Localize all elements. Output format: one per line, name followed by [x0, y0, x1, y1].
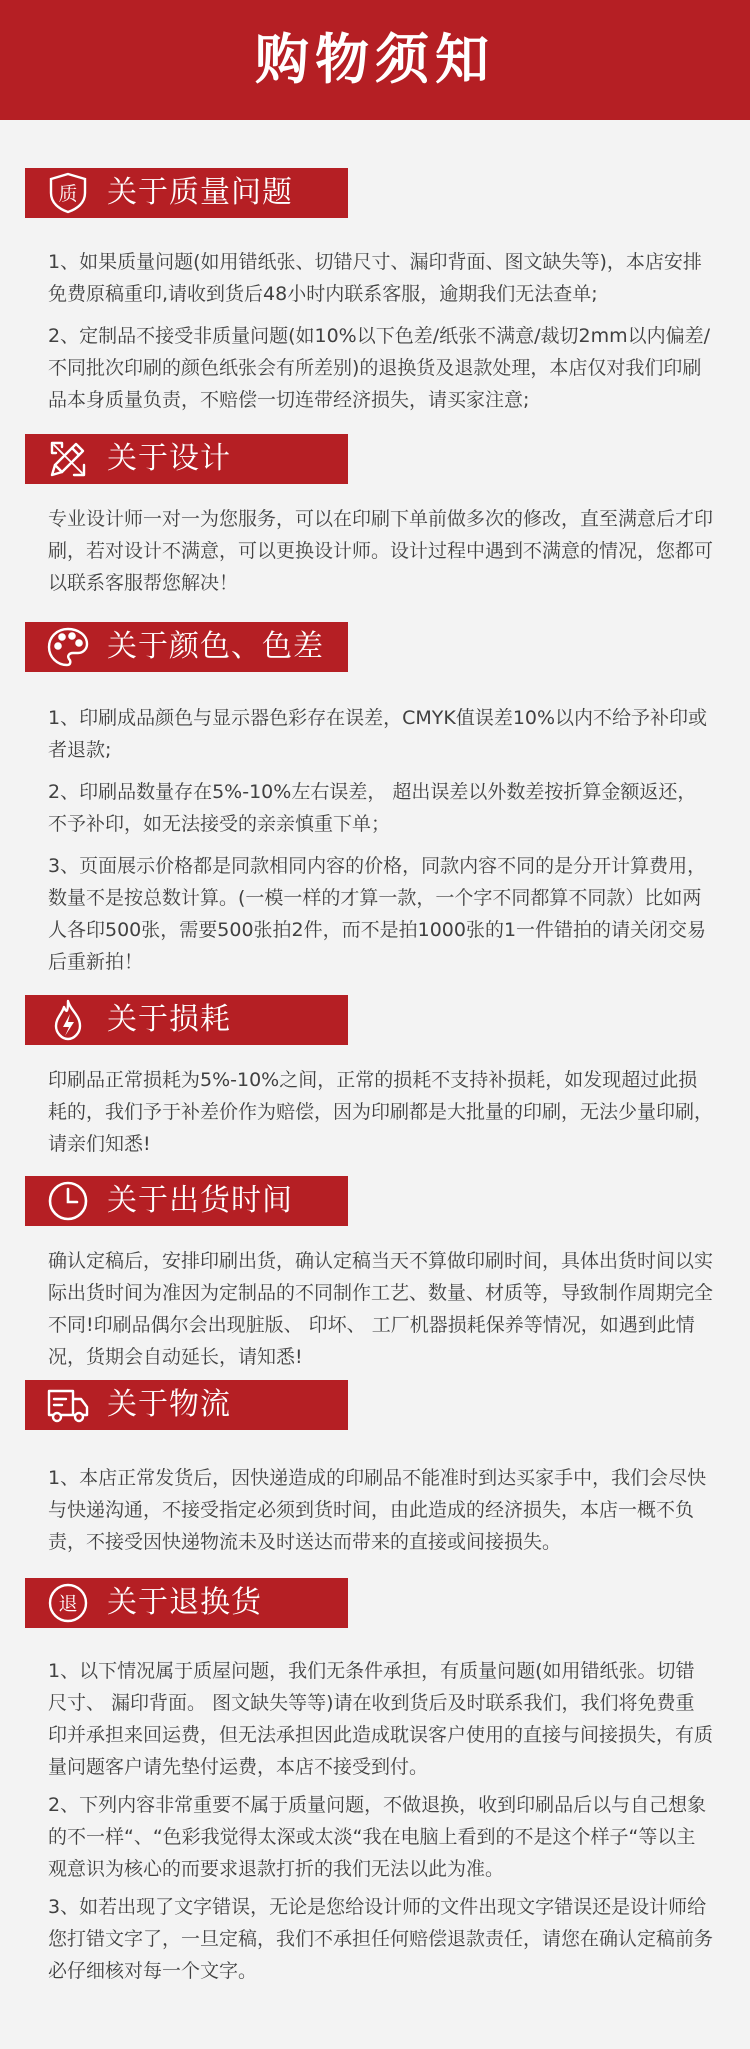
section-header-shipping-time	[25, 1176, 348, 1226]
section-header-loss	[25, 995, 348, 1045]
quality-badge-icon	[45, 170, 91, 216]
design-tools-icon	[45, 436, 91, 482]
section-header-color	[25, 622, 348, 672]
section-title: 关于质量问题	[107, 175, 293, 210]
returns-paragraph-1: 1、以下情况属于质屋问题，我们无条件承担，有质量问题(如用错纸张。切错尺寸、 漏印背面。 图文缺失等等)请在收到货后及时联系我们，我们将免费重印并承担来回运费，但无法承担因此造成耽误客户使用的直接与间接损失，有质量问题客户请先垫付运费，本店不接受到付。	[48, 1660, 714, 1778]
design-paragraph-1: 专业设计师一对一为您服务，可以在印刷下单前做多次的修改，直至满意后才印刷，若对设计不满意，可以更换设计师。设计过程中遇到不满意的情况，您都可以联系客服帮您解决！	[48, 508, 714, 594]
palette-icon	[45, 624, 91, 670]
clock-icon	[45, 1178, 91, 1224]
logistics-paragraph-1: 1、本店正常发货后，因快递造成的印刷品不能准时到达买家手中，我们会尽快与快递沟通，不接受指定必须到货时间，由此造成的经济损失，本店一概不负责，不接受因快递物流未及时送达而带来的直接或间接损失。	[48, 1467, 707, 1553]
section-title: 关于退换货	[107, 1585, 262, 1620]
color-paragraph-3: 3、页面展示价格都是同款相同内容的价格，同款内容不同的是分开计算费用，数量不是按总数计算。(一模一样的才算一款，一个字不同都算不同款）比如两人各印500张，需要500张拍2件，而不是拍1000张的1一件错拍的请关闭交易后重新拍！	[48, 855, 707, 973]
section-title: 关于设计	[107, 441, 231, 476]
quality-paragraph-1: 1、如果质量问题(如用错纸张、切错尺寸、漏印背面、图文缺失等)，本店安排免费原稿重印,请收到货后48小时内联系客服，逾期我们无法查单;	[48, 251, 702, 305]
return-badge-icon	[45, 1580, 91, 1626]
section-header-design	[25, 434, 348, 484]
flame-icon	[45, 997, 91, 1043]
shipping-time-paragraph-1: 确认定稿后，安排印刷出货，确认定稿当天不算做印刷时间，具体出货时间以实际出货时间为准因为定制品的不同制作工艺、数量、材质等，导致制作周期完全不同!印刷品偶尔会出现脏版、 印坏、 工厂机器损耗保养等情况，如遇到此情况，货期会自动延长，请知悉!	[48, 1250, 714, 1368]
section-title: 关于颜色、色差	[107, 629, 324, 664]
truck-icon	[45, 1382, 91, 1428]
section-header-returns	[25, 1578, 348, 1628]
returns-paragraph-3: 3、如若出现了文字错误，无论是您给设计师的文件出现文字错误还是设计师给您打错文字了，一旦定稿，我们不承担任何赔偿退款责任，请您在确认定稿前务必仔细核对每一个文字。	[48, 1896, 714, 1982]
loss-paragraph-1: 印刷品正常损耗为5%-10%之间，正常的损耗不支持补损耗，如发现超过此损耗的，我们予于补差价作为赔偿，因为印刷都是大批量的印刷，无法少量印刷，请亲们知悉!	[48, 1069, 714, 1155]
svg-text:质: 质	[58, 183, 78, 205]
section-header-quality	[25, 168, 348, 218]
header-banner	[0, 0, 750, 120]
section-title: 关于出货时间	[107, 1183, 293, 1218]
page-title: 购物须知	[255, 28, 495, 91]
section-title: 关于物流	[107, 1387, 231, 1422]
color-paragraph-2: 2、印刷品数量存在5%-10%左右误差， 超出误差以外数差按折算金额返还，不予补印，如无法接受的亲亲慎重下单；	[48, 781, 697, 835]
quality-paragraph-2: 2、定制品不接受非质量问题(如10%以下色差/纸张不满意/裁切2mm以内偏差/不同批次印刷的颜色纸张会有所差别)的退换货及退款处理，本店仅对我们印刷品本身质量负责，不赔偿一切连带经济损失，请买家注意;	[48, 325, 711, 411]
svg-text:退: 退	[58, 1593, 78, 1615]
color-paragraph-1: 1、印刷成品颜色与显示器色彩存在误差，CMYK值误差10%以内不给予补印或者退款;	[48, 707, 708, 761]
section-header-logistics	[25, 1380, 348, 1430]
returns-paragraph-2: 2、下列内容非常重要不属于质量问题，不做退换，收到印刷品后以与自己想象的不一样“、“色彩我觉得太深或太淡“我在电脑上看到的不是这个样子“等以主观意识为核心的而要求退款打折的我们无法以此为准。	[48, 1794, 707, 1880]
section-title: 关于损耗	[107, 1002, 231, 1037]
